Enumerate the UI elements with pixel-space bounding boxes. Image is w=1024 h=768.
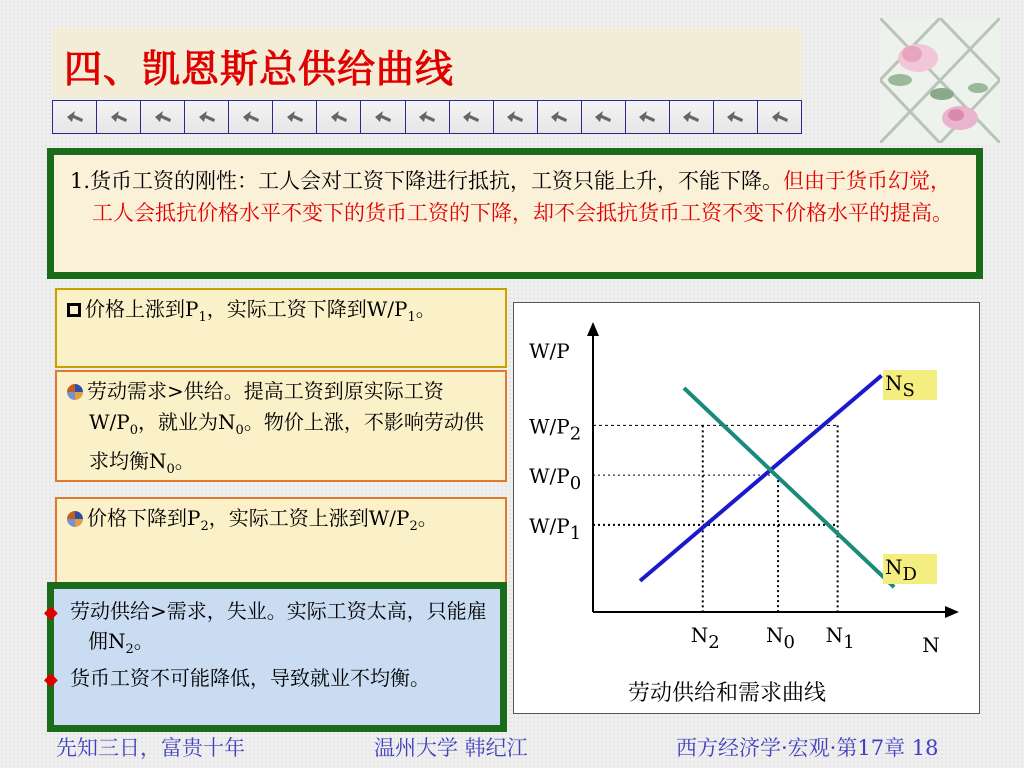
flower-decoration-icon <box>880 18 1000 143</box>
y-tick-label: W/P1 <box>529 513 582 544</box>
unemployment-note: ◆ 劳动供给>需求，失业。实际工资太高，只能雇佣$N_2$。 ◆ 货币工资不可能降低，导致就业不均衡。 <box>47 582 507 732</box>
footer-page-info: 西方经济学·宏观·第17章 18 <box>676 736 939 760</box>
arrow-icon <box>141 101 185 133</box>
rigidity-text: 1.货币工资的刚性：工人会对工资下降进行抵抗，工资只能上升，不能下降。但由于货币幻觉，工人会抵抗价格水平不变下的货币工资的下降，却不会抵抗货币工资不变下价格水平的提高。 <box>70 169 953 225</box>
arrow-icon <box>361 101 405 133</box>
y-tick-label: W/P0 <box>529 464 582 495</box>
x-tick-label: N2 <box>690 623 720 653</box>
arrow-icon <box>758 101 801 133</box>
arrow-icon <box>273 101 317 133</box>
x-tick-label: N1 <box>825 623 855 653</box>
labor-market-chart <box>513 302 980 714</box>
arrow-icon <box>53 101 97 133</box>
arrow-icon <box>97 101 141 133</box>
arrow-icon <box>670 101 714 133</box>
bullet-ball-icon <box>67 384 83 400</box>
arrow-icon <box>450 101 494 133</box>
footer-motto: 先知三日，富贵十年 <box>56 736 245 760</box>
checkbox-icon <box>67 303 81 317</box>
x-tick-label: N0 <box>766 623 795 653</box>
series-label-nd: ND <box>885 555 917 585</box>
series-label-ns: NS <box>885 371 915 401</box>
y-tick-label: W/P2 <box>529 414 582 445</box>
series-line-ND <box>684 388 894 587</box>
money-illusion-text: 但由于货币幻觉，工人会抵抗价格水平不变下的货币工资的下降，却不会抵抗货币工资不变下价格水平的提高。 <box>92 169 953 225</box>
price-rise-note: 价格上涨到$P_1$，实际工资下降到$W/P_1$。 <box>55 288 507 368</box>
x-axis-arrow <box>945 606 959 618</box>
footer-author: 温州大学 韩纪江 <box>374 736 528 760</box>
bullet-ball-icon <box>67 511 83 527</box>
slide-title: 四、凯恩斯总供给曲线 <box>64 47 455 91</box>
price-fall-note: 价格下降到$P_2$，实际工资上涨到$W/P_2$。 <box>55 497 507 585</box>
arrow-icon <box>185 101 229 133</box>
arrow-icon <box>229 101 273 133</box>
series-line-NS <box>640 376 881 581</box>
arrow-icon <box>538 101 582 133</box>
arrow-icon <box>406 101 450 133</box>
arrow-icon <box>317 101 361 133</box>
arrow-icon <box>626 101 670 133</box>
y-axis-arrow <box>587 322 599 336</box>
rigidity-note <box>47 148 983 279</box>
labor-demand-note: 劳动需求>供给。提高工资到原实际工资$W/P_0$，就业为$N_0$。物价上涨，不影响劳动供求均衡$N_0$。 <box>55 370 507 482</box>
x-axis-label: N <box>922 633 940 657</box>
decorative-strip <box>52 100 802 134</box>
arrow-icon <box>582 101 626 133</box>
chart-title: 劳动供给和需求曲线 <box>628 681 827 706</box>
arrow-icon <box>494 101 538 133</box>
arrow-icon <box>714 101 758 133</box>
y-axis-label: W/P <box>529 339 570 363</box>
